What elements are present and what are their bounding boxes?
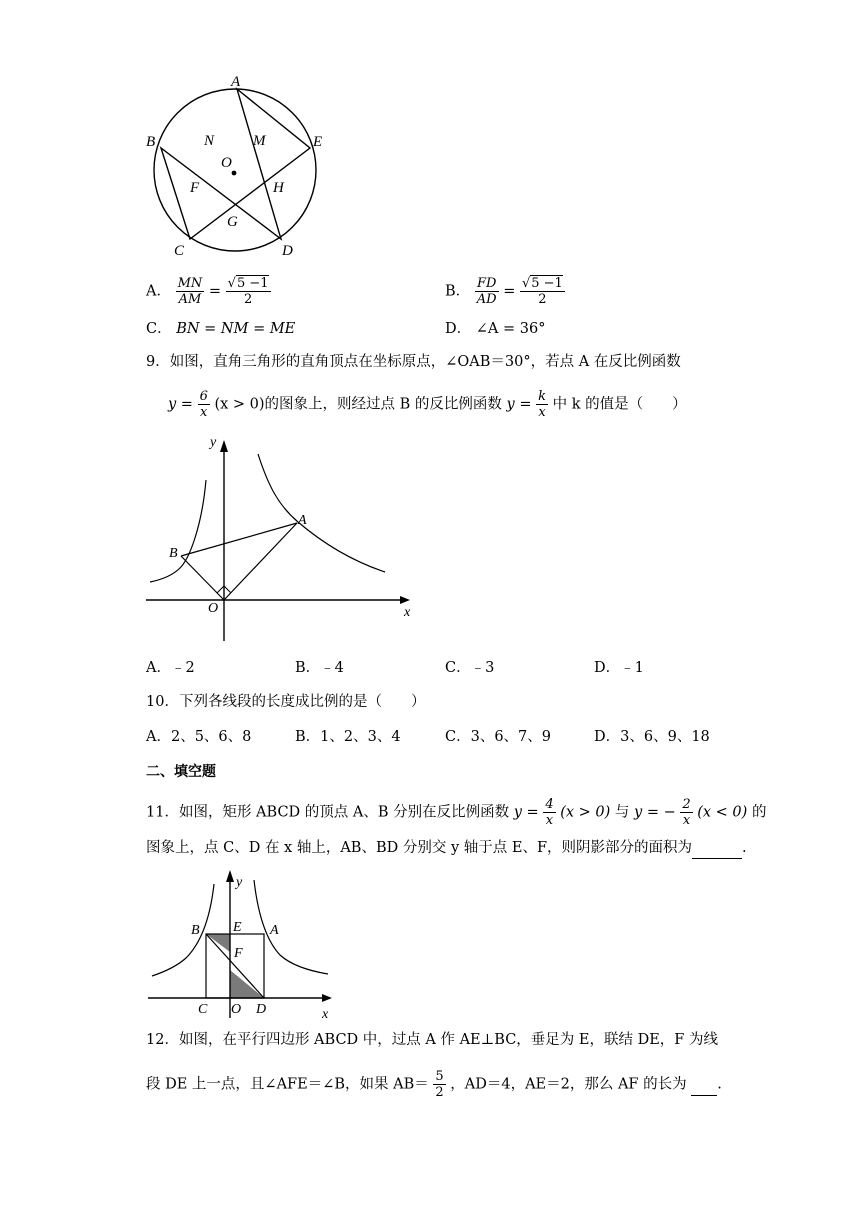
option-letter: C． <box>146 321 172 337</box>
label-O: O <box>208 601 219 616</box>
q8-option-a[interactable]: A． $\frac{MN}{AM}$ = $\frac{√5 -1}{2}$ <box>146 276 269 307</box>
label-D: D <box>256 1002 267 1017</box>
label-N: N <box>204 133 215 149</box>
y-axis-arrow <box>220 440 228 452</box>
q11-stem-line1: 11．如图，矩形 ABCD 的顶点 A、B 分别在反比例函数 y = $\frac{4}{x}$ (x > 0) 与 y = − $\frac{2}{x}$ (x < 0) 的 <box>146 797 767 828</box>
fraction: $\frac{√5 -1}{2}$ <box>521 276 563 307</box>
option-text: BN = NM = ME <box>176 321 296 337</box>
label-E: E <box>233 920 242 935</box>
q9-option-b[interactable]: B．﹣4 <box>295 660 344 676</box>
label-F: F <box>234 946 243 961</box>
fraction: $\frac{FD}{AD}$ <box>476 276 497 307</box>
fraction: $\frac{√5 -1}{2}$ <box>227 276 269 307</box>
fraction: $\frac{5}{2}$ <box>435 1069 444 1100</box>
shaded-lower-triangle <box>230 970 264 998</box>
segment-OA <box>224 523 297 600</box>
q10-stem: 10．下列各线段的长度成比例的是（ ） <box>146 694 426 710</box>
option-letter: A． <box>146 283 171 300</box>
option-letter: B． <box>445 283 471 300</box>
label-B: B <box>191 923 200 938</box>
q12-stem-line1: 12．如图，在平行四边形 ABCD 中，过点 A 作 AE⊥BC，垂足为 E，联结 DE，F 为线 <box>146 1032 718 1048</box>
q10-option-a[interactable]: A．2、5、6、8 <box>146 729 252 745</box>
label-B: B <box>169 546 178 561</box>
label-D: D <box>282 243 293 259</box>
fraction: $\frac{4}{x}$ <box>545 797 554 828</box>
label-G: G <box>227 214 238 230</box>
label-O: O <box>221 155 232 171</box>
label-A: A <box>270 923 279 938</box>
axis-label-y: y <box>210 435 217 450</box>
axis-label-x: x <box>404 605 411 620</box>
q10-option-c[interactable]: C．3、6、7、9 <box>445 729 552 745</box>
q10-option-d[interactable]: D．3、6、9、18 <box>594 729 710 745</box>
label-A: A <box>231 74 241 90</box>
curve-right <box>258 454 385 572</box>
label-H: H <box>273 180 284 196</box>
q10-option-b[interactable]: B．1、2、3、4 <box>295 729 401 745</box>
label-E: E <box>313 134 323 150</box>
pentagram-circle-figure <box>140 70 340 260</box>
fraction: $\frac{k}{x}$ <box>538 389 546 420</box>
q9-stem-line2: y = $\frac{6}{x}$ (x > 0)的图象上，则经过点 B 的反比例函数 y = $\frac{k}{x}$ 中 k 的值是（ ） <box>168 389 687 420</box>
fraction: $\frac{2}{x}$ <box>682 797 691 828</box>
axis-label-x: x <box>322 1007 329 1022</box>
curve-left <box>150 480 206 582</box>
x-axis-arrow <box>400 596 410 604</box>
q9-option-c[interactable]: C．﹣3 <box>445 660 495 676</box>
fraction: $\frac{6}{x}$ <box>199 389 208 420</box>
answer-blank[interactable] <box>692 838 742 859</box>
q9-coordinate-figure <box>140 430 420 645</box>
center-dot <box>232 171 237 176</box>
label-A: A <box>298 513 307 528</box>
x-axis-arrow <box>322 994 332 1002</box>
fraction: $\frac{MN}{AM}$ <box>177 276 203 307</box>
q11-rectangle-figure <box>140 865 345 1025</box>
axis-label-y: y <box>236 875 243 890</box>
q12-stem-line2: 段 DE 上一点，且∠AFE＝∠B，如果 AB＝ $\frac{5}{2}$ ，AD＝4，AE＝2，那么 AF 的长为 . <box>146 1069 722 1100</box>
label-C: C <box>198 1002 208 1017</box>
label-F: F <box>190 180 200 196</box>
q11-stem-line2: 图象上，点 C、D 在 x 轴上，AB、BD 分别交 y 轴于点 E、F，则阴影部分的面积为 . <box>146 838 747 859</box>
q9-option-d[interactable]: D．﹣1 <box>594 660 644 676</box>
shaded-upper-triangle <box>206 934 230 952</box>
curve-left <box>152 884 214 976</box>
option-letter: D． <box>445 321 472 337</box>
q9-option-a[interactable]: A．﹣2 <box>146 660 195 676</box>
y-axis-arrow <box>226 870 234 882</box>
q8-option-d[interactable] <box>445 319 545 339</box>
q8-option-b[interactable]: B． $\frac{FD}{AD}$ = $\frac{√5 -1}{2}$ <box>445 276 563 307</box>
option-text: ∠A = 36° <box>475 321 546 337</box>
label-B: B <box>146 134 156 150</box>
segment-OB <box>181 556 224 600</box>
curve-right <box>254 880 328 974</box>
label-C: C <box>174 243 185 259</box>
answer-blank[interactable] <box>691 1075 717 1096</box>
q9-stem-line1: 9．如图，直角三角形的直角顶点在坐标原点，∠OAB＝30°，若点 A 在反比例函数 <box>146 354 681 370</box>
label-O: O <box>231 1002 242 1017</box>
label-M: M <box>253 133 266 149</box>
section-heading: 二、填空题 <box>146 764 216 780</box>
q8-option-c[interactable] <box>146 319 295 339</box>
